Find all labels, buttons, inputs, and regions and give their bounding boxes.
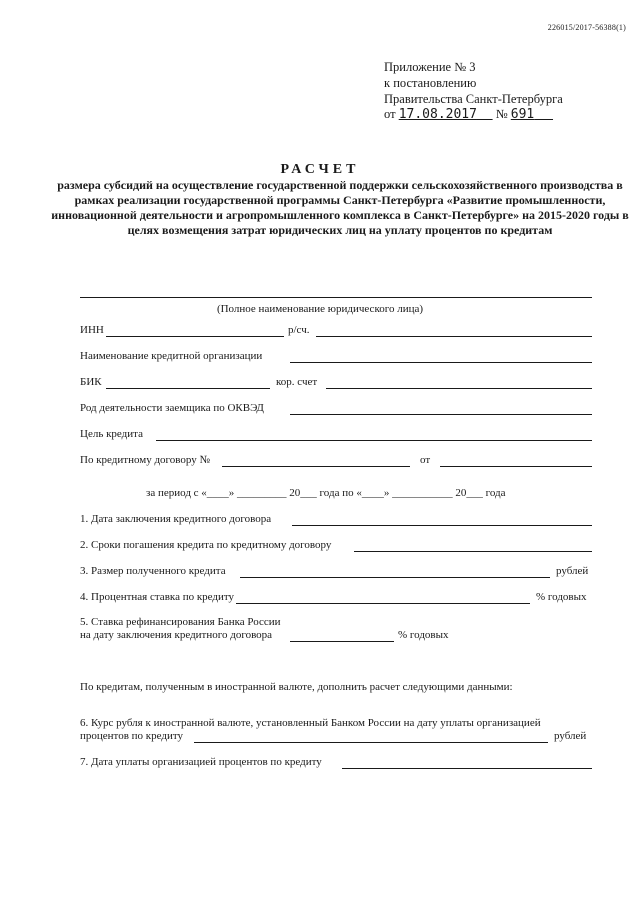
document-subtitle: размера субсидий на осуществление государственной поддержки сельскохозяйственного производства в рамках реализации государственной программы Санкт-Петербурга «Развитие промышленности, инновационной деятельности и агропромышленного комплекса в Санкт-Петербурге» на 2015-2020 годы в целях возмещения затрат юридических лиц на уплату процентов по кредитам [51,178,629,237]
contract-label: По кредитному договору № [80,454,211,466]
item2-label: 2. Сроки погашения кредита по кредитному договору [80,539,332,551]
item5-label-line2: на дату заключения кредитного договора [80,629,273,641]
credit-org-label: Наименование кредитной организации [80,350,263,362]
purpose-field[interactable] [156,440,592,441]
date-value: 17.08.2017 [398,107,477,122]
item5-unit: % годовых [398,629,449,641]
item6-label-line1: 6. Курс рубля к иностранной валюте, установленный Банком России на дату уплаты организацией [80,717,541,729]
credit-org-field[interactable] [290,362,592,363]
item3-label: 3. Размер полученного кредита [80,565,226,577]
number-prefix: № [495,107,508,121]
item6-label-line2: процентов по кредиту [80,730,184,742]
account-label: р/сч. [288,324,310,336]
entity-name-line[interactable] [80,297,592,298]
corr-account-label: кор. счет [276,376,318,388]
bik-field[interactable] [106,388,270,389]
contract-from-label: от [420,454,431,466]
bik-label: БИК [80,376,102,388]
item7-label: 7. Дата уплаты организацией процентов по кредиту [80,756,322,768]
appendix-date-line [384,107,553,122]
appendix-government: Правительства Санкт-Петербурга [384,92,563,106]
corr-account-field[interactable] [326,388,592,389]
contract-date-field[interactable] [440,466,592,467]
item5-field[interactable] [290,641,394,642]
inn-field[interactable] [106,336,284,337]
item1-label: 1. Дата заключения кредитного договора [80,513,272,525]
okved-label: Род деятельности заемщика по ОКВЭД [80,402,264,414]
purpose-label: Цель кредита [80,428,143,440]
okved-field[interactable] [290,414,592,415]
item6-unit: рублей [554,730,587,742]
period-line[interactable]: за период с «____» _________ 20___ года по «____» ___________ 20___ года [146,487,506,499]
inn-label: ИНН [80,324,104,336]
entity-name-caption: (Полное наименование юридического лица) [216,303,424,315]
appendix-number: Приложение № 3 [384,60,476,74]
document-title: РАСЧЕТ [280,162,360,177]
item2-field[interactable] [354,551,592,552]
item4-field[interactable] [236,603,530,604]
document-id: 226015/2017-56388(1) [547,23,626,32]
foreign-currency-note: По кредитам, полученным в иностранной валюте, дополнить расчет следующими данными: [80,681,513,693]
item1-field[interactable] [292,525,592,526]
appendix-resolution: к постановлению [384,76,477,90]
number-value: 691 [510,107,535,122]
item4-unit: % годовых [536,591,587,603]
item6-field[interactable] [194,742,548,743]
item7-field[interactable] [342,768,592,769]
item5-label-line1: 5. Ставка рефинансирования Банка России [80,616,281,628]
item3-unit: рублей [556,565,589,577]
item4-label: 4. Процентная ставка по кредиту [80,591,235,603]
date-prefix: от [384,107,396,121]
account-field[interactable] [316,336,592,337]
contract-number-field[interactable] [222,466,410,467]
item3-field[interactable] [240,577,550,578]
